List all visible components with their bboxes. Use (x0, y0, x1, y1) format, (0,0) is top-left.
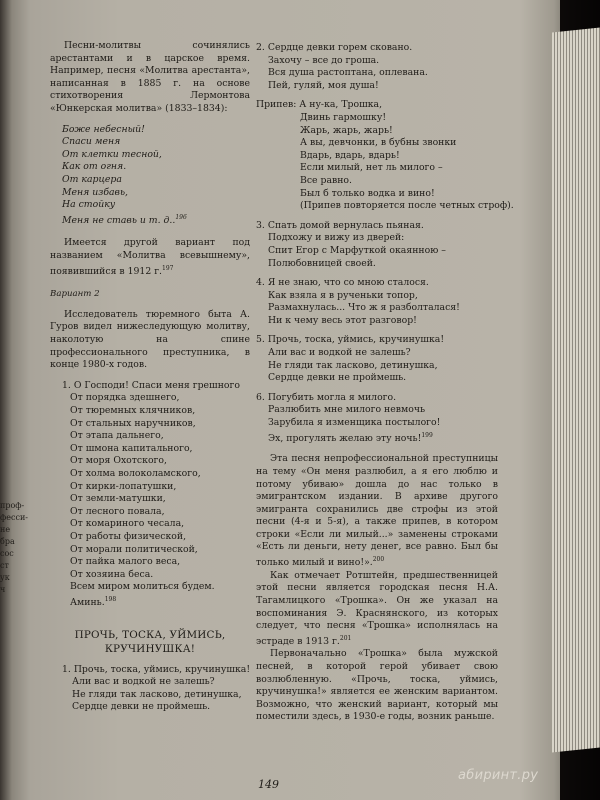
verse-line: От порядка здешнего, (70, 392, 180, 404)
song-stanza-3 (256, 220, 498, 270)
verse-line: Али вас и водкой не залешь? (72, 676, 215, 688)
verse-line: Захочу – все до гроша. (268, 54, 380, 66)
verse-line: Али вас и водкой не залешь? (268, 347, 411, 359)
verse-line: Меня не ставь и т. д..$^{196}$ (62, 213, 187, 226)
margin-text-line: не (0, 525, 11, 534)
verse-line: Не гляди так ласково, детинушка, (72, 688, 242, 700)
verse-line: От земли-матушки, (70, 493, 166, 505)
verse-line: От клетки тесной, (62, 148, 162, 160)
verse-line: Сердце девки не проймешь. (268, 372, 407, 384)
verse-line: От хозяина беса. (70, 568, 154, 580)
song-stanza-6 (256, 392, 498, 445)
song-stanza-5 (256, 334, 498, 384)
commentary-paragraph-1: Эта песня непрофессиональной преступницы на тему «Он меня разлюбил, а я его люблю и потому убиваю» дошла до нас только в эмигрантском издании. В архиве другого эмигранта сохранились две строфы из этой песни (4-я и 5-я), а также припев, в котором строки «Если ли милый...» заменены строками «Есть ли деньги, нету денег, все равно. Был бы только милый и вино!».$^{200}$ (256, 453, 498, 569)
verse-line: Двинь гармошку! (300, 111, 387, 123)
verse-line: От комариного чесала, (70, 518, 185, 530)
commentary-paragraph-3: Первоначально «Трошка» была мужской песней, в которой герой убивает свою возлюбленную. «Прочь, тоска, уймись, кручинушка!» является ее женским вариантом. Возможно, что женский вариант, который мы поместили здесь, в 1930-е годы, возник раньше. (256, 648, 498, 723)
verse-line: 4. Я не знаю, что со мною сталося. (256, 277, 429, 289)
verse-line: Зарубила я изменщика постылого! (268, 417, 441, 429)
verse-line: 6. Погубить могла я милого. (256, 391, 397, 403)
commentary-paragraph-2: Как отмечает Ротштейн, предшественницей этой песни является городская песня Н.А. Тагамлицкого «Трошка». Он же указал на воспоминания Э. Краснянского, из которых следует, что песня «Трошка» исполнялась на эстраде в 1913 г.$^{201}$ (256, 569, 498, 647)
left-page-fragment (0, 500, 28, 596)
verse-line: От морали политической, (70, 543, 198, 555)
footnote-ref: 199 (421, 431, 433, 439)
verse-line: Эх, прогулять желаю эту ночь!$^{199}$ (268, 431, 433, 444)
verse-line: 2. Сердце девки горем сковано. (256, 42, 413, 53)
verse-line: Разлюбить мне милого невмочь (268, 404, 426, 416)
song-chorus (256, 99, 514, 212)
song-stanza-4 (256, 277, 498, 327)
verse-line: Аминь.$^{198}$ (70, 595, 117, 609)
song-stanza-2 (256, 42, 498, 92)
verse-line: Не гляди так ласково, детинушка, (268, 359, 438, 371)
footnote-ref: 198 (104, 595, 117, 603)
verse-line: Припев: А ну-ка, Трошка, (256, 99, 383, 111)
verse-line: Был б только водка и вино! (300, 187, 435, 199)
verse-line: От работы физической, (70, 530, 187, 542)
verse-line: 1. О Господи! Спаси меня грешного (62, 379, 240, 391)
margin-text-line: ст (0, 561, 9, 570)
intro-paragraph: Песни-молитвы сочинялись арестантами и в царское время. Например, песня «Молитва арестанта», написанная в 1885 г. на основе стихотворения Лермонтова «Юнкерская молитва» (1833–1834): (50, 40, 250, 114)
book-page-edges (552, 27, 600, 752)
page-number: 149 (258, 778, 279, 791)
verse-line: Пей, гуляй, моя душа! (268, 79, 379, 91)
verse-line: Как от огня. (62, 161, 127, 173)
verse-line: Ни к чему весь этот разговор! (268, 314, 417, 326)
verse-line: От тюремных клячников, (70, 405, 196, 417)
verse-line: Как взяла я в рученьки топор, (268, 289, 418, 301)
verse-line: Жарь, жарь, жарь! (300, 124, 393, 136)
verse-line: Сердце девки не проймешь. (72, 701, 211, 713)
verse-line: Если милый, нет ль милого – (300, 162, 443, 174)
verse-line: Размахнулась... Что ж я разболталася! (268, 302, 460, 314)
footnote-ref: 196 (175, 213, 187, 221)
verse-line: Всем миром молиться будем. (70, 581, 215, 593)
verse-line: От этапа дальнего, (70, 430, 164, 442)
verse-line: От пайка малого веса, (70, 556, 181, 568)
verse-line: 5. Прочь, тоска, уймись, кручинушка! (256, 334, 445, 346)
verse-line: Вдарь, вдарь, вдарь! (300, 149, 400, 161)
margin-text-line: бра (0, 537, 15, 546)
verse-line: От моря Охотского, (70, 455, 167, 467)
margin-text-line: фесси- (0, 513, 28, 522)
variant-paragraph: Имеется другой вариант под названием «Молитва всевышнему», появившийся в 1912 г.$^{197}$ (50, 237, 250, 277)
verse-line: От кирки-лопатушки, (70, 480, 177, 492)
prayer-verse-1 (62, 124, 250, 228)
margin-text-line: сос (0, 549, 14, 558)
verse-line: Все равно. (300, 174, 352, 186)
verse-line: (Припев повторяется после четных строф). (300, 200, 514, 212)
watermark: абиринт.ру (458, 768, 539, 783)
verse-line: На стойку (62, 199, 116, 211)
verse-line: 3. Спать домой вернулась пьяная. (256, 219, 424, 231)
variant-2-heading: Вариант 2 (50, 289, 100, 300)
verse-line: Вся душа растоптана, оплевана. (268, 67, 428, 79)
verse-line: От стальных наручников, (70, 417, 196, 429)
verse-line: От лесного повала, (70, 505, 165, 517)
verse-line: Полюбовницей своей. (268, 257, 376, 269)
verse-line: Подхожу и вижу из дверей: (268, 232, 405, 244)
verse-line: Спит Егор с Марфуткой окаянною – (268, 244, 446, 256)
verse-line: 1. Прочь, тоска, уймись, кручинушка! (62, 663, 251, 675)
margin-text-line: проф- (0, 501, 25, 510)
margin-text-line: ч (0, 585, 6, 594)
song-stanza-1 (62, 664, 250, 714)
verse-line: Спаси меня (62, 136, 121, 148)
left-column (50, 40, 250, 714)
verse-line: От холма волоколамского, (70, 468, 201, 479)
verse-line: От карцера (62, 173, 122, 185)
verse-line: Боже небесный! (62, 123, 145, 135)
verse-line: Меня избавь, (62, 186, 128, 198)
song-title: ПРОЧЬ, ТОСКА, УЙМИСЬ, КРУЧИНУШКА! (74, 628, 226, 655)
prayer-verse-2 (62, 380, 250, 610)
margin-text-line: ук (0, 573, 10, 582)
researcher-paragraph: Исследователь тюремного быта А. Гуров видел нижеследующую молитву, наколотую на спине профессионального преступника, в конце 1980-х годов. (50, 308, 250, 371)
verse-line: От шмона капитального, (70, 442, 193, 454)
right-column (256, 42, 514, 724)
verse-line: А вы, девчонки, в бубны звонки (300, 137, 457, 149)
